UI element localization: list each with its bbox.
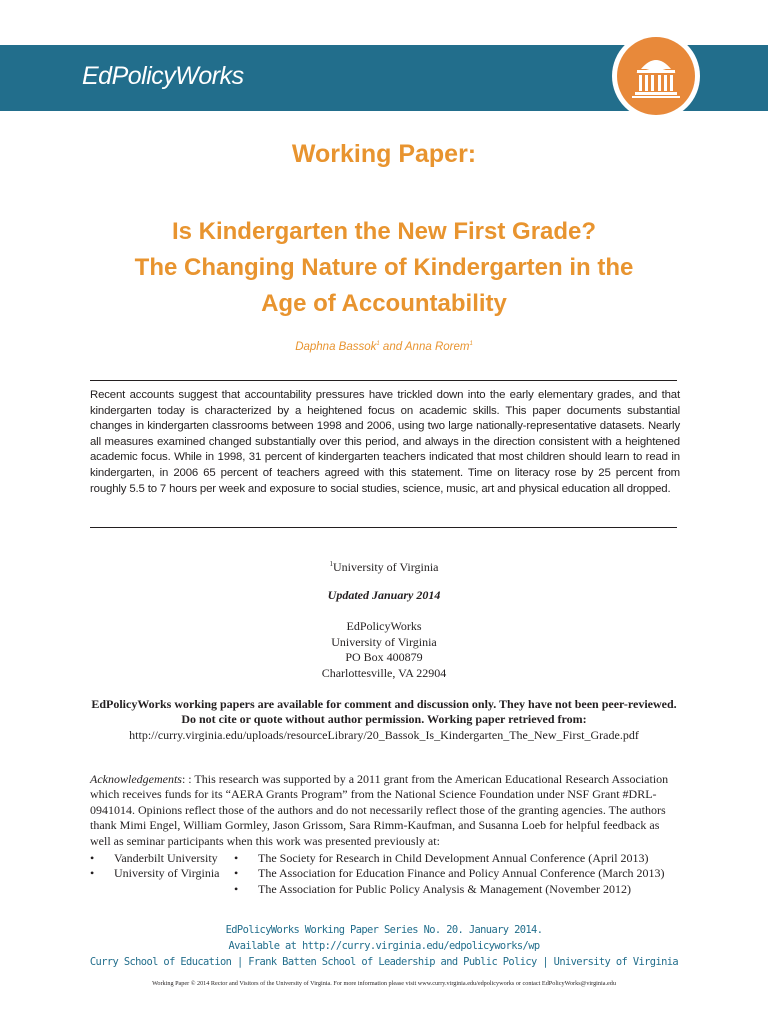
list-item: • Vanderbilt University <box>90 851 218 865</box>
address-line-2: University of Virginia <box>331 634 437 649</box>
author-separator: and <box>379 341 405 353</box>
title-line-2: The Changing Nature of Kindergarten in the <box>134 254 634 281</box>
list-item: • The Association for Education Finance and Policy Annual Conference (March 2013) <box>234 866 665 881</box>
author-2-affil-mark: 1 <box>469 341 473 348</box>
bullet: • <box>234 851 239 865</box>
abstract-top-rule <box>90 380 677 381</box>
list-item: • University of Virginia <box>90 866 220 881</box>
author-1-affil-mark: 1 <box>376 341 380 348</box>
acknowledgements <box>90 772 680 849</box>
working-paper-label: Working Paper: <box>291 140 477 168</box>
affiliation-mark: 1 <box>329 560 333 568</box>
footer-schools-line: Curry School of Education | Frank Batten School of Leadership and Public Policy | University of Virginia <box>89 956 679 968</box>
bullet: • <box>234 881 239 896</box>
title-line-1: Is Kindergarten the New First Grade? <box>171 218 597 245</box>
copyright-notice: Working Paper © 2014 Rector and Visitors of the University of Virginia. For more information please visit www.curry.virginia.edu/edpolicyworks or contact EdPolicyWorks@virginia.edu <box>152 980 616 987</box>
list-item: • The Society for Research in Child Development Annual Conference (April 2013) <box>234 851 649 865</box>
acknowledgements-text: : : This research was supported by a 2011 grant from the American Educational Research Association which receives funds for its “AERA Grants Program” from the National Science Foundation under NSF Grant #DRL-0941014. Opinions reflect those of the authors and do not necessarily reflect those of the granting agencies. The authors thank Mimi Engel, William Gormley, Jason Grissom, Sara Rimm-Kaufman, and Susanna Loeb for helpful feedback as well as seminar participants when this work was presented previously at: <box>90 772 669 848</box>
affiliation-text: University of Virginia <box>333 560 439 574</box>
availability-notice <box>70 697 698 743</box>
mailing-address <box>0 619 768 681</box>
address-line-1: EdPolicyWorks <box>346 619 422 633</box>
paper-title <box>60 214 708 322</box>
address-line-3: PO Box 400879 <box>345 650 423 665</box>
list-item: • The Association for Public Policy Analysis & Management (November 2012) <box>234 881 631 896</box>
footer-series-line: EdPolicyWorks Working Paper Series No. 20. January 2014. <box>225 924 543 936</box>
paper-url[interactable]: http://curry.virginia.edu/uploads/resourceLibrary/20_Bassok_Is_Kindergarten_The_New_First_Grade.pdf <box>129 727 639 742</box>
bullet: • <box>234 866 239 881</box>
rotunda-icon <box>617 37 695 115</box>
updated-date: Updated January 2014 <box>327 588 441 602</box>
bullet: • <box>90 851 95 865</box>
bullet: • <box>90 866 95 881</box>
university-seal <box>612 32 700 120</box>
title-line-3: Age of Accountability <box>261 290 507 317</box>
footer-availability-link[interactable]: Available at http://curry.virginia.edu/edpolicyworks/wp <box>228 940 540 952</box>
brand-name: EdPolicyWorks <box>82 62 244 90</box>
notice-line-1: EdPolicyWorks working papers are available for comment and discussion only. They have not been peer-reviewed. <box>91 697 677 711</box>
conference-list <box>234 851 694 897</box>
author-line <box>0 341 768 353</box>
abstract: Recent accounts suggest that accountability pressures have trickled down into the early elementary grades, and that kindergarten today is characterized by a heightened focus on academic skills. This paper documents substantial changes in kindergarten classrooms between 1998 and 2006, using two large nationally-representative datasets. Nearly all measures examined changed substantially over this period, and always in the direction consistent with a heightened academic focus. While in 1998, 31 percent of kindergarten teachers indicated that most children should learn to read in kindergarten, in 2006 65 percent of teachers agreed with this statement. Time on literacy rose by 25 percent from roughly 5.5 to 7 hours per week and exposure to social studies, science, music, art and physical education all dropped. <box>90 389 680 495</box>
author-2: Anna Rorem <box>404 341 470 353</box>
acknowledgements-label: Acknowledgements <box>90 772 182 786</box>
notice-line-2: Do not cite or quote without author permission. Working paper retrieved from: <box>181 712 587 727</box>
series-footer <box>0 922 768 970</box>
abstract-bottom-rule <box>90 527 677 528</box>
university-list <box>90 851 240 882</box>
affiliation <box>0 557 768 576</box>
author-1: Daphna Bassok <box>295 341 377 353</box>
address-line-4: Charlottesville, VA 22904 <box>321 665 447 680</box>
